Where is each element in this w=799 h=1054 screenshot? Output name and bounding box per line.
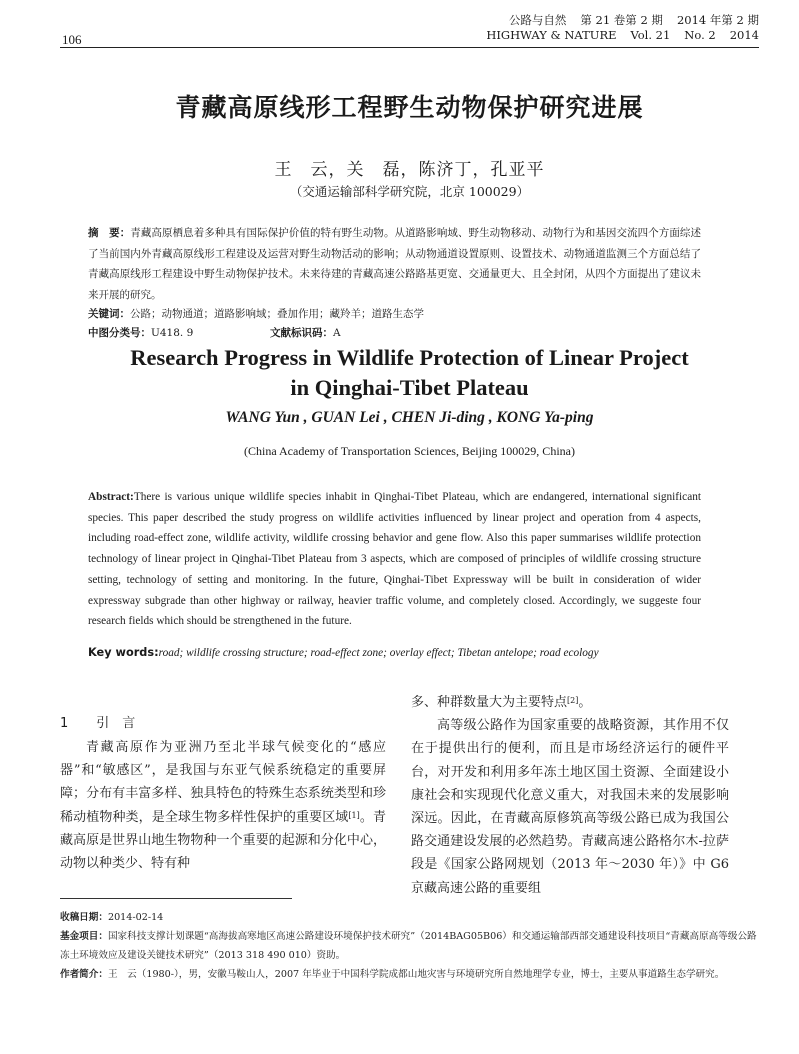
year-en: 2014 — [729, 28, 759, 42]
keywords-en — [88, 645, 701, 661]
authors-cn: 王 云，关 磊，陈济丁，孔亚平 — [274, 160, 545, 180]
keywords-text-cn: 公路；动物通道；道路影响域；叠加作用；藏羚羊；道路生态学 — [130, 308, 424, 320]
classification-value: U418. 9 — [151, 327, 194, 339]
document-code-label: 文献标识码： — [270, 327, 333, 339]
footnote-rule — [60, 898, 292, 899]
authors-en: WANG Yun , GUAN Lei , CHEN Ji-ding , KONG Ya-ping — [225, 409, 594, 426]
body-paragraph — [60, 736, 386, 875]
volume-cn: 第 21 卷第 2 期 — [580, 13, 663, 27]
citation: [1] — [348, 810, 360, 820]
journal-name-cn: 公路与自然 — [508, 13, 567, 27]
journal-name-en: HIGHWAY & NATURE — [486, 28, 617, 42]
footnote-author — [60, 965, 759, 984]
title-en-line2: in Qinghai-Tibet Plateau — [290, 375, 529, 400]
title-en-line1: Research Progress in Wildlife Protection of Linear Project — [130, 345, 689, 370]
footnote-funding — [60, 927, 759, 965]
received-value: 2014-02-14 — [107, 912, 164, 923]
title-en — [60, 343, 759, 403]
section-number: 1 — [60, 716, 69, 731]
document-code-value: A — [333, 327, 341, 339]
paragraph-text: 青藏高原作为亚洲乃至北半球气候变化的“感应器”和“敏感区”，是我国与东亚气候系统稳定的重要屏障；分布有丰富多样、独具特色的特殊生态系统类型和珍稀动植物种类，是全球生物多样性保护的重要区域 — [60, 740, 386, 825]
body-paragraph-continued — [411, 691, 729, 714]
body-column-left — [60, 736, 386, 875]
keywords-label-en: Key words: — [88, 646, 159, 659]
footnote-received — [60, 908, 759, 927]
date-cn: 2014 年第 2 期 — [676, 13, 759, 27]
abstract-label-en: Abstract: — [88, 491, 134, 503]
abstract-cn — [88, 223, 701, 305]
received-label: 收稿日期： — [60, 912, 108, 923]
issue-en: No. 2 — [684, 28, 716, 42]
paragraph-text-cont: 。青藏高原是世界山地生物物种一个重要的起源和分化中心，动物以种类少、特有种 — [60, 809, 386, 872]
header-rule — [60, 47, 759, 48]
journal-header-cn — [439, 13, 759, 28]
abstract-text-cn: 青藏高原栖息着多种具有国际保护价值的特有野生动物。从道路影响域、野生动物移动、动物行为和基因交流四个方面综述了当前国内外青藏高原线形工程建设及运营对野生动物活动的影响；从动物通道设置原则、设置技术、动物通道监测三个方面总结了青藏高原线形工程建设中野生动物保护技术。未来待建的青藏高速公路路基更宽、交通量更大、且全封闭，从四个方面提出了建议未来开展的研究。 — [88, 227, 701, 301]
section-title: 引 言 — [96, 716, 136, 731]
body-column-right — [411, 691, 729, 900]
author-bio-value: 王 云（1980-），男，安徽马鞍山人，2007 年毕业于中国科学院成都山地灾害与环境研究所自然地理学专业，博士，主要从事道路生态学研究。 — [107, 969, 725, 980]
page-number: 106 — [62, 32, 82, 47]
classification-label: 中图分类号： — [88, 327, 151, 339]
abstract-en — [88, 487, 701, 632]
author-bio-label: 作者简介： — [60, 969, 108, 980]
paragraph-text: 多、种群数量大为主要特点 — [411, 695, 568, 710]
funding-label: 基金项目： — [60, 931, 108, 942]
journal-header-en — [439, 28, 759, 43]
footnotes — [60, 908, 759, 984]
citation: [2] — [567, 696, 579, 705]
paragraph-text-end: 。 — [578, 695, 592, 710]
keywords-text-en: road; wildlife crossing structure; road-effect zone; overlay effect; Tibetan antelope; road ecology — [158, 647, 599, 659]
volume-en: Vol. 21 — [630, 28, 671, 42]
keywords-label-cn: 关键词： — [88, 308, 130, 320]
body-paragraph: 高等级公路作为国家重要的战略资源，其作用不仅在于提供出行的便利，而且是市场经济运行的硬件平台，对开发和利用多年冻土地区国土资源、全面建设小康社会和实现现代化意义重大，对我国未来的发展影响深远。因此，在青藏高原修筑高等级公路已成为我国公路交通建设发展的必然趋势。青藏高速公路格尔木-拉萨段是《国家公路网规划（2013 年～2030 年）》中 G6 京藏高速公路的重要组 — [411, 718, 729, 896]
affiliation-en: (China Academy of Transportation Sciences, Beijing 100029, China) — [244, 444, 575, 458]
affiliation-cn: （交通运输部科学研究院，北京 100029） — [289, 184, 530, 199]
abstract-label-cn: 摘 要： — [88, 227, 131, 239]
classification — [88, 325, 193, 341]
funding-value: 国家科技支撑计划课题“高海拔高寒地区高速公路建设环境保护技术研究”（2014BAG05B06）和交通运输部西部交通建设科技项目“青藏高原高等级公路冻土环境效应及建设关键技术研究”（2013 318 490 010）资助。 — [60, 931, 757, 961]
title-cn: 青藏高原线形工程野生动物保护研究进展 — [175, 93, 644, 122]
section-heading — [60, 712, 163, 731]
document-code — [270, 325, 341, 341]
abstract-text-en: There is various unique wildlife species inhabit in Qinghai-Tibet Plateau, which are endangered, international significant species. This paper described the study progress on wildlife activities influenced by linear project and operation from 4 aspects, including road-effect zone, wildlife activity, wildlife crossing behavior and gene flow. Also this paper summarises wildlife protection technology of linear project in Qinghai-Tibet Plateau from 3 aspects, which are composed of principles of wildlife crossing structure setting, technology of setting and monitoring. In the future, Qinghai-Tibet Expressway will be built in consideration of wider expressway subgrade than other highway or railway, heavier traffic volume, and completely closed. Accordingly, we suggeste four research fields which should be strengthened in the future. — [88, 491, 701, 628]
keywords-cn — [88, 306, 701, 322]
journal-header — [439, 13, 759, 43]
